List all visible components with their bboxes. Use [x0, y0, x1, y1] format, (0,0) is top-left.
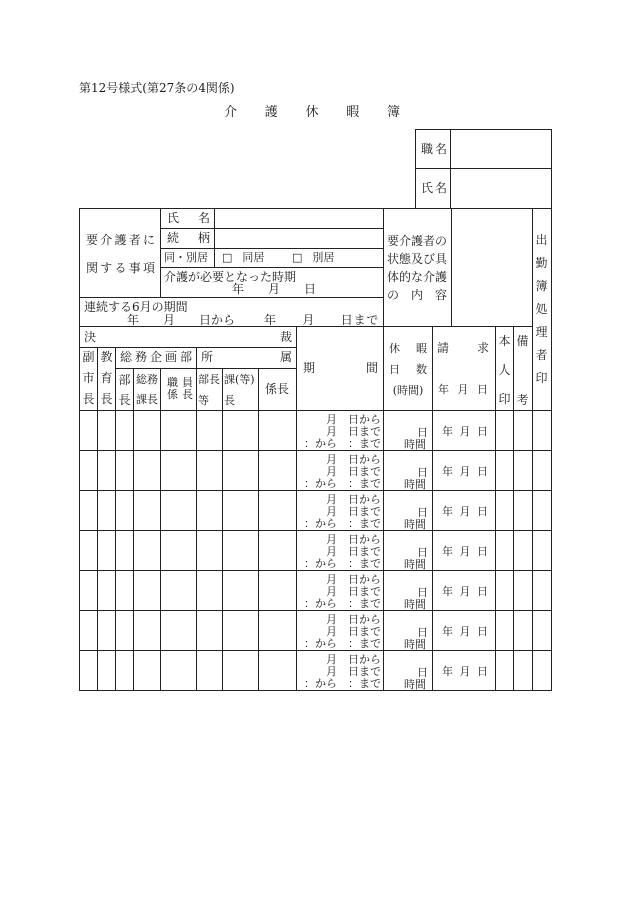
period-header-cell	[296, 326, 384, 411]
request-date-cell	[432, 570, 496, 611]
period-cell	[296, 410, 384, 451]
dept-head-stamp-cell	[196, 490, 223, 531]
period-time-range: ：から ：まで	[304, 517, 381, 530]
section-chief-stamp-cell	[222, 410, 259, 451]
care-needed-date-cell	[160, 267, 384, 298]
personnel-chief-line: 職員	[167, 376, 193, 389]
vice-mayor-stamp-cell	[79, 650, 98, 691]
period-to: 月 日まで	[326, 665, 381, 678]
superintendent-stamp-cell	[97, 410, 116, 451]
period-lines	[304, 454, 381, 490]
section-chief-stamp-cell	[222, 530, 259, 571]
request-date-cell	[432, 610, 496, 651]
superintendent-stamp-cell	[97, 650, 116, 691]
personnel-chief-stamp-cell	[160, 410, 197, 451]
unit-chief-stamp-cell	[258, 490, 297, 531]
leave-hours-unit: 時間	[404, 518, 426, 531]
period-from: 月 日から	[326, 453, 381, 466]
general-affairs-chief-label	[134, 370, 160, 410]
vice-mayor-stamp-cell	[79, 450, 98, 491]
dept-head-line: 等	[198, 394, 209, 407]
dept-head-line: 部長	[198, 373, 220, 386]
personal-seal-header: 本人印	[498, 334, 511, 406]
period-from: 月 日から	[326, 653, 381, 666]
leave-hours-unit: 時間	[404, 678, 426, 691]
personnel-chief-stamp-cell	[160, 610, 197, 651]
clerk-seal-label-cell	[532, 208, 552, 411]
general-affairs-chief-line: 課長	[136, 393, 158, 406]
unit-chief-stamp-cell	[258, 450, 297, 491]
relationship-label-cell	[160, 228, 215, 249]
period-lines	[304, 414, 381, 450]
request-date: 年月日	[442, 665, 488, 678]
leave-days-header-line: 休暇	[389, 342, 427, 355]
relationship-label: 続柄	[167, 231, 210, 245]
period-cell	[296, 530, 384, 571]
section-chief-line: 長	[224, 394, 235, 407]
residence-option-separate	[292, 251, 334, 265]
leave-record-row	[79, 570, 552, 611]
recipient-name-label: 氏名	[167, 211, 210, 225]
dept-head-header-cell	[196, 368, 223, 411]
personal-seal-cell	[495, 610, 514, 651]
care-details-label-line: の内容	[387, 288, 447, 302]
period-cell	[296, 610, 384, 651]
request-date-cell	[432, 650, 496, 691]
dept-director-stamp-cell	[115, 530, 134, 571]
vice-mayor-stamp-cell	[79, 570, 98, 611]
vice-mayor-stamp-cell	[79, 610, 98, 651]
form-title: 介護休暇簿	[224, 105, 400, 120]
remarks-cell	[513, 410, 533, 451]
leave-days-cell	[383, 450, 433, 491]
checkbox-glyph: □	[222, 251, 233, 264]
care-details-label-line: 状態及び具	[387, 252, 448, 266]
request-date: 年月日	[442, 545, 488, 558]
leave-days-unit: 日	[417, 506, 428, 519]
care-recipient-heading-line: 要介護者に	[86, 233, 155, 247]
personal-seal-cell	[495, 450, 514, 491]
dept-head-stamp-cell	[196, 450, 223, 491]
clerk-seal-cell	[532, 450, 552, 491]
name-label: 氏名	[421, 181, 447, 195]
period-time-range: ：から ：まで	[304, 597, 381, 610]
remarks-cell	[513, 570, 533, 611]
personnel-chief-header-cell	[160, 368, 197, 411]
clerk-seal-label: 出勤簿処理者印	[535, 233, 548, 385]
dept-director-stamp-cell	[115, 490, 134, 531]
period-to: 月 日まで	[326, 625, 381, 638]
leave-hours-unit: 時間	[404, 438, 426, 451]
period-header: 期間	[303, 361, 378, 375]
affiliation-header-cell	[196, 347, 297, 369]
leave-days-cell	[383, 650, 433, 691]
personal-seal-cell	[495, 570, 514, 611]
general-affairs-chief-line: 総務	[136, 373, 158, 386]
vice-mayor-label: 副市長	[82, 350, 95, 406]
section-chief-stamp-cell	[222, 650, 259, 691]
clerk-seal-cell	[532, 530, 552, 571]
general-affairs-chief-stamp-cell	[133, 650, 161, 691]
care-recipient-heading-cell	[79, 208, 161, 298]
leave-days-unit: 日	[417, 466, 428, 479]
period-time-range: ：から ：まで	[304, 677, 381, 690]
general-affairs-chief-stamp-cell	[133, 410, 161, 451]
section-chief-label	[224, 369, 258, 411]
job-title-label-cell	[415, 129, 451, 169]
period-from: 月 日から	[326, 493, 381, 506]
personal-seal-header-cell	[495, 326, 514, 411]
leave-days-unit: 日	[417, 626, 428, 639]
period-to: 月 日まで	[326, 465, 381, 478]
clerk-seal-cell	[532, 610, 552, 651]
personnel-chief-label	[167, 377, 193, 401]
unit-chief-stamp-cell	[258, 530, 297, 571]
request-date-cell	[432, 410, 496, 451]
leave-record-row	[79, 650, 552, 691]
leave-days-unit: 日	[417, 546, 428, 559]
period-to: 月 日まで	[326, 585, 381, 598]
form-number: 第12号様式(第27条の4関係)	[79, 81, 235, 95]
care-needed-label: 介護が必要となった時期	[164, 270, 297, 284]
leave-record-row	[79, 490, 552, 531]
superintendent-header-cell	[97, 347, 116, 411]
personal-seal-cell	[495, 490, 514, 531]
unit-chief-label: 係長	[265, 382, 290, 396]
affiliation-label: 所属	[201, 350, 292, 364]
personal-seal-cell	[495, 410, 514, 451]
dept-head-stamp-cell	[196, 570, 223, 611]
consecutive-period-label: 連続する6月の期間	[84, 300, 188, 314]
leave-days-cell	[383, 410, 433, 451]
leave-record-row	[79, 450, 552, 491]
remarks-cell	[513, 450, 533, 491]
remarks-header-cell	[513, 326, 533, 411]
superintendent-stamp-cell	[97, 530, 116, 571]
section-chief-stamp-cell	[222, 570, 259, 611]
request-date-cell	[432, 530, 496, 571]
vice-mayor-stamp-cell	[79, 410, 98, 451]
request-header: 請求	[437, 341, 489, 355]
leave-hours-unit: 時間	[404, 638, 426, 651]
remarks-cell	[513, 650, 533, 691]
request-date: 年月日	[442, 625, 488, 638]
request-date: 年月日	[442, 465, 488, 478]
leave-record-row	[79, 610, 552, 651]
consecutive-period-cell	[79, 297, 384, 327]
general-affairs-chief-stamp-cell	[133, 450, 161, 491]
dept-head-stamp-cell	[196, 610, 223, 651]
dept-head-stamp-cell	[196, 530, 223, 571]
superintendent-stamp-cell	[97, 570, 116, 611]
period-lines	[304, 654, 381, 690]
period-lines	[304, 494, 381, 530]
section-chief-header-cell	[222, 368, 259, 411]
section-chief-line: 課(等)	[224, 373, 255, 386]
dept-head-stamp-cell	[196, 410, 223, 451]
period-time-range: ：から ：まで	[304, 637, 381, 650]
leave-days-header-cell	[383, 326, 433, 411]
care-details-label-line: 要介護者の	[387, 234, 448, 248]
request-header-cell	[432, 326, 496, 411]
unit-chief-stamp-cell	[258, 410, 297, 451]
unit-chief-stamp-cell	[258, 570, 297, 611]
recipient-name-value-cell	[214, 208, 384, 229]
superintendent-stamp-cell	[97, 610, 116, 651]
general-affairs-chief-stamp-cell	[133, 530, 161, 571]
period-cell	[296, 650, 384, 691]
period-to: 月 日まで	[326, 545, 381, 558]
section-chief-stamp-cell	[222, 610, 259, 651]
period-cell	[296, 570, 384, 611]
vice-mayor-stamp-cell	[79, 490, 98, 531]
general-affairs-chief-stamp-cell	[133, 570, 161, 611]
remarks-header: 備考	[516, 334, 529, 407]
recipient-name-label-cell	[160, 208, 215, 229]
name-label-cell	[415, 168, 451, 209]
care-recipient-heading-line: 関する事項	[86, 261, 155, 275]
general-affairs-dept-header-cell	[115, 347, 197, 369]
leave-days-unit: 日	[417, 666, 428, 679]
leave-record-row	[79, 530, 552, 571]
care-details-value-cell	[451, 208, 533, 327]
vice-mayor-header-cell	[79, 347, 98, 411]
remarks-cell	[513, 490, 533, 531]
request-date: 年月日	[442, 425, 488, 438]
leave-hours-unit: 時間	[404, 558, 426, 571]
leave-days-unit: 日	[417, 426, 428, 439]
period-to: 月 日まで	[326, 425, 381, 438]
clerk-seal-cell	[532, 490, 552, 531]
leave-days-cell	[383, 490, 433, 531]
residence-label-cell	[160, 248, 215, 268]
period-time-range: ：から ：まで	[304, 437, 381, 450]
period-time-range: ：から ：まで	[304, 477, 381, 490]
dept-director-stamp-cell	[115, 450, 134, 491]
leave-days-cell	[383, 610, 433, 651]
superintendent-stamp-cell	[97, 450, 116, 491]
request-date: 年月日	[442, 505, 488, 518]
dept-head-label	[198, 369, 222, 411]
residence-value-cell	[214, 248, 384, 268]
unit-chief-header-cell	[258, 368, 297, 411]
period-time-range: ：から ：まで	[304, 557, 381, 570]
personnel-chief-stamp-cell	[160, 530, 197, 571]
dept-director-stamp-cell	[115, 410, 134, 451]
period-from: 月 日から	[326, 613, 381, 626]
leave-days-cell	[383, 530, 433, 571]
period-from: 月 日から	[326, 413, 381, 426]
period-lines	[304, 574, 381, 610]
leave-days-cell	[383, 570, 433, 611]
checkbox-glyph: □	[292, 251, 303, 264]
general-affairs-dept-label: 総務企画部	[120, 350, 192, 364]
request-date-header: 年月日	[438, 383, 488, 396]
period-lines	[304, 614, 381, 650]
consecutive-period-from: 年 月 日から	[127, 313, 236, 327]
superintendent-stamp-cell	[97, 490, 116, 531]
approval-header-cell	[79, 326, 297, 348]
care-details-label-line: 体的な介護	[387, 270, 448, 284]
dept-director-stamp-cell	[115, 610, 134, 651]
job-title-value-cell	[450, 129, 552, 169]
leave-days-unit: 日	[417, 586, 428, 599]
leave-days-header-line: 日数	[389, 363, 427, 376]
relationship-value-cell	[214, 228, 384, 249]
leave-days-header-line: (時間)	[392, 384, 424, 397]
personal-seal-cell	[495, 530, 514, 571]
request-date-cell	[432, 450, 496, 491]
personnel-chief-stamp-cell	[160, 570, 197, 611]
residence-option-label: 別居	[312, 251, 335, 264]
unit-chief-stamp-cell	[258, 610, 297, 651]
personnel-chief-stamp-cell	[160, 650, 197, 691]
residence-option-label: 同居	[242, 251, 265, 264]
clerk-seal-cell	[532, 410, 552, 451]
job-title-label: 職名	[421, 142, 447, 156]
approval-heading: 決裁	[84, 330, 292, 344]
care-needed-date: 年 月 日	[232, 282, 317, 296]
dept-director-stamp-cell	[115, 570, 134, 611]
personnel-chief-stamp-cell	[160, 490, 197, 531]
period-to: 月 日まで	[326, 505, 381, 518]
section-chief-stamp-cell	[222, 450, 259, 491]
leave-record-row	[79, 410, 552, 451]
clerk-seal-cell	[532, 570, 552, 611]
superintendent-label: 教育長	[100, 350, 113, 406]
leave-days-header	[389, 338, 427, 401]
dept-director-header-cell	[115, 368, 134, 411]
general-affairs-chief-stamp-cell	[133, 490, 161, 531]
residence-option-together	[222, 251, 264, 265]
remarks-cell	[513, 610, 533, 651]
dept-head-stamp-cell	[196, 650, 223, 691]
clerk-seal-cell	[532, 650, 552, 691]
personnel-chief-stamp-cell	[160, 450, 197, 491]
period-from: 月 日から	[326, 573, 381, 586]
period-from: 月 日から	[326, 533, 381, 546]
general-affairs-chief-stamp-cell	[133, 610, 161, 651]
consecutive-period-to: 年 月 日まで	[264, 313, 380, 327]
period-lines	[304, 534, 381, 570]
name-value-cell	[450, 168, 552, 209]
dept-director-label: 部長	[118, 373, 131, 407]
personal-seal-cell	[495, 650, 514, 691]
care-details-label	[387, 232, 447, 304]
leave-hours-unit: 時間	[404, 598, 426, 611]
request-date: 年月日	[442, 585, 488, 598]
request-date-cell	[432, 490, 496, 531]
period-cell	[296, 450, 384, 491]
general-affairs-chief-header-cell	[133, 368, 161, 411]
unit-chief-stamp-cell	[258, 650, 297, 691]
remarks-cell	[513, 530, 533, 571]
leave-hours-unit: 時間	[404, 478, 426, 491]
personnel-chief-line: 係長	[167, 388, 193, 401]
section-chief-stamp-cell	[222, 490, 259, 531]
period-cell	[296, 490, 384, 531]
residence-label: 同・別居	[164, 251, 208, 264]
care-details-label-cell	[383, 208, 452, 327]
dept-director-stamp-cell	[115, 650, 134, 691]
vice-mayor-stamp-cell	[79, 530, 98, 571]
